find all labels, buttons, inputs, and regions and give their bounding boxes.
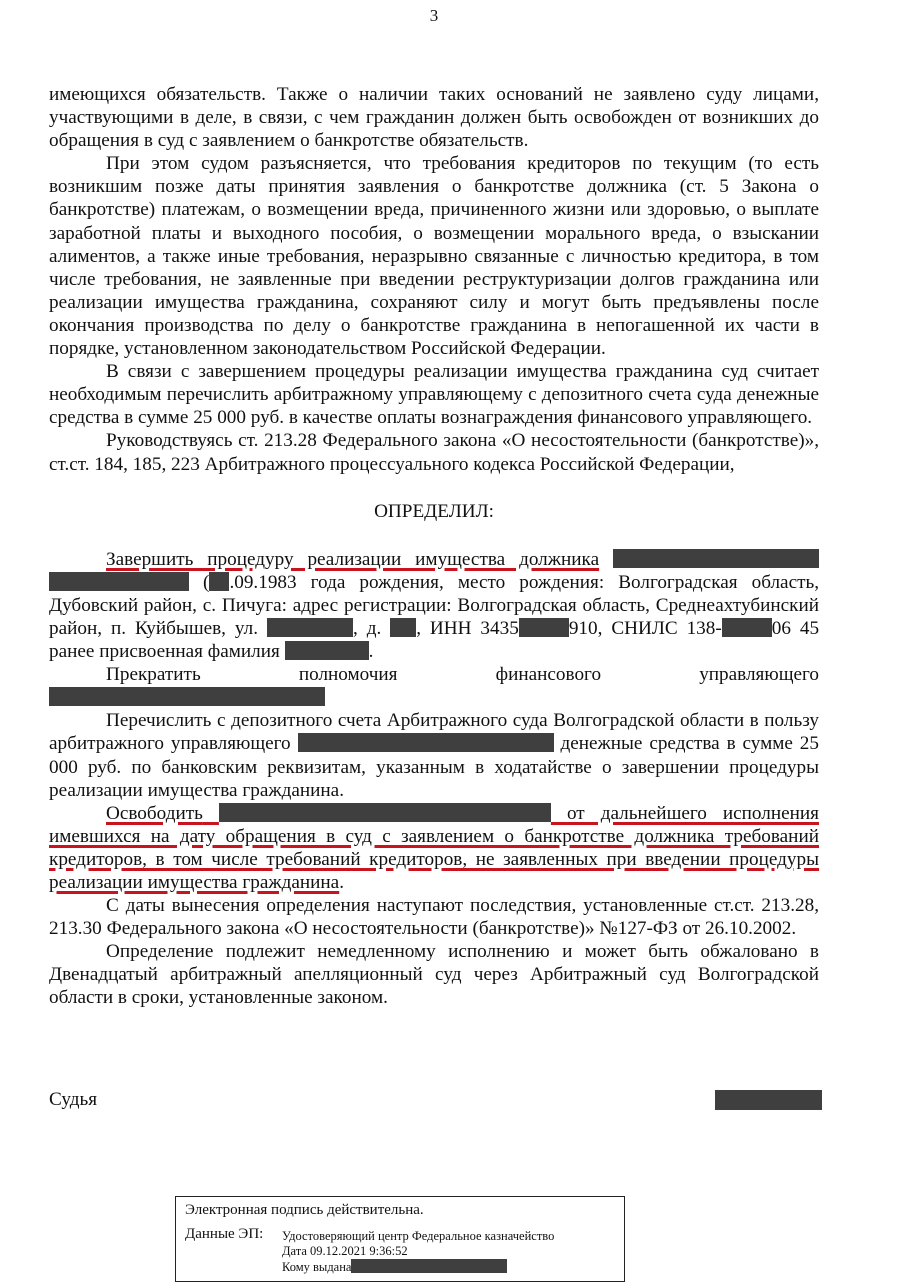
paragraph-creditor-claims: При этом судом разъясняется, что требования кредиторов по текущим (то есть возникшим позже даты принятия заявления о банкротстве должника (ст. 5 Закона о банкротстве) платежам, о возмещении вреда, причиненного жизни или здоровью, о выплате заработной платы и выходного пособия, о возмещении морального вреда, о взыскании алиментов, а также иные требования, неразрывно связанные с личностью кредитора, в том числе требования, не заявленные при введении реструктуризации долгов гражданина или реализации имущества гражданина, сохраняют силу и могут быть предъявлены после окончания производства по делу о банкротстве гражданина в непогашенной их части в порядке, установленном законодательством Российской Федерации.: [49, 153, 819, 360]
redacted-released-person: [219, 803, 551, 822]
judge-label: Судья: [49, 1089, 98, 1110]
ruling-release-debtor: Освободить от дальнейшего исполнения имевшихся на дату обращения в суд с заявлением о банкротстве должника требований кредиторов, в том числе требований кредиторов, не заявленных при введении процедуры реализации имущества гражданина.: [49, 802, 819, 893]
judge-signature-row: [49, 1089, 822, 1113]
ruling-terminate-powers: Прекратить полномочия финансового управляющего: [49, 663, 819, 709]
redacted-former-surname: [285, 641, 369, 660]
ruling-appeal: Определение подлежит немедленному исполнению и может быть обжаловано в Двенадцатый арбитражный апелляционный суд через Арбитражный суд Волгоградской области в сроки, установленные законом.: [49, 941, 819, 1009]
redacted-judge-name: [715, 1090, 822, 1110]
underlined-release-text: от дальнейшего исполнения имевшихся на дату обращения в суд с заявлением о банкротстве должника требований кредиторов, в том числе требований кредиторов, не заявленных при введении процедуры реализации имущества гражданина: [49, 802, 819, 893]
signature-issued-to: Кому выдана: [282, 1259, 507, 1275]
redacted-debtor-name-cont: [49, 572, 189, 591]
ruling-transfer-funds: Перечислить с депозитного счета Арбитражного суда Волгоградской области в пользу арбитражного управляющего денежные средства в сумме 25 000 руб. по банковским реквизитам, указанным в ходатайстве о завершении процедуры реализации имущества гражданина.: [49, 710, 819, 801]
ruling-complete-procedure: Завершить процедуру реализации имущества должника ( .09.1983 года рождения, место рождения: Волгоградская область, Дубовский район, с. Пичуга: адрес регистрации: Волгоградская область, Среднеахтубинский район, п. Куйбышев, ул. , д. , ИНН 3435 910, СНИЛС 138- 06 45 ранее присвоенная фамилия .: [49, 548, 820, 663]
underlined-complete-phrase: Завершить процедуру реализации имущества должника: [106, 548, 600, 570]
document-body: [49, 83, 819, 1010]
redacted-arbitration-manager: [298, 733, 554, 752]
electronic-signature-stamp: [175, 1196, 625, 1282]
redacted-street: [267, 618, 353, 637]
ruling-heading: ОПРЕДЕЛИЛ:: [374, 500, 494, 522]
birth-place-address: Волгоградская область, Дубовский район, с. Пичуга: адрес регистрации: Волгоградская область, Среднеахтубинский район, п. Куйбышев, ул.: [49, 571, 820, 639]
page-number: 3: [429, 6, 439, 25]
signature-date: Дата 09.12.2021 9:36:52: [282, 1244, 408, 1258]
signature-data-label: Данные ЭП:: [185, 1226, 264, 1242]
redacted-house: [390, 618, 416, 637]
paragraph-fee-transfer: В связи с завершением процедуры реализации имущества гражданина суд считает необходимым перечислить арбитражному управляющему с депозитного счета суда денежные средства в сумме 25 000 руб. в качестве оплаты вознаграждения финансового управляющего.: [49, 361, 819, 429]
signature-center: Удостоверяющий центр Федеральное казначейство: [282, 1229, 555, 1243]
signature-valid-title: Электронная подпись действительна.: [185, 1202, 424, 1218]
underlined-release-word: Освободить: [106, 802, 203, 824]
redacted-birth-day: [209, 572, 229, 591]
ruling-consequences: С даты вынесения определения наступают последствия, установленные ст.ст. 213.28, 213.30 Федерального закона «О несостоятельности (банкротстве)» №127-ФЗ от 26.10.2002.: [49, 895, 819, 940]
redacted-manager-name: [49, 687, 325, 706]
paragraph-legal-basis: Руководствуясь ст. 213.28 Федерального закона «О несостоятельности (банкротстве)», ст.ст. 184, 185, 223 Арбитражного процессуального кодекса Российской Федерации,: [49, 430, 819, 475]
redacted-snils: [722, 618, 772, 637]
redacted-debtor-name: [613, 549, 819, 568]
paragraph-obligations: имеющихся обязательств. Также о наличии таких оснований не заявлено суду лицами, участвующими в деле, в связи, с чем гражданин должен быть освобожден от возникших до обращения в суд с заявлением о банкротстве обязательств.: [49, 84, 819, 152]
redacted-inn: [519, 618, 569, 637]
redacted-signer-name: [351, 1259, 507, 1273]
